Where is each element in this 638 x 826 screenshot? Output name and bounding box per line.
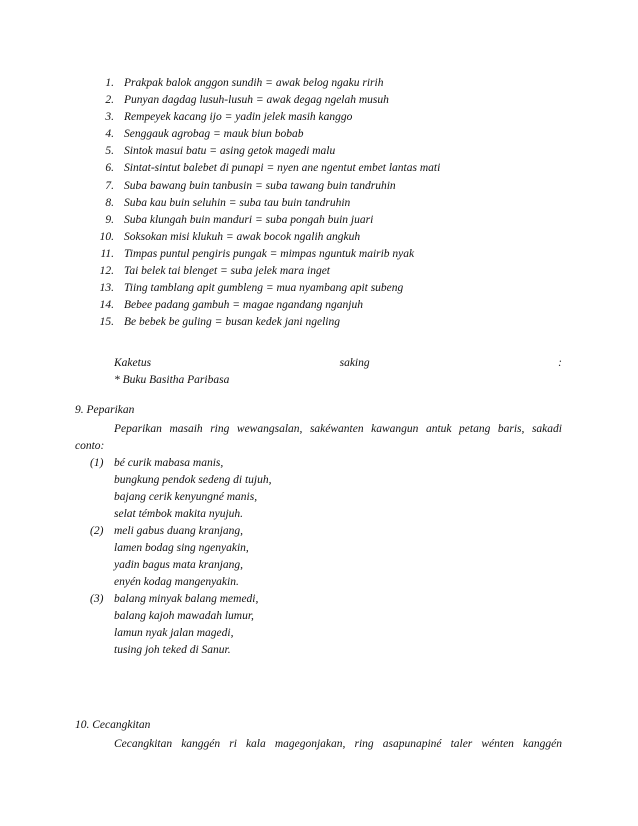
intro-word: asapunapiné bbox=[382, 738, 442, 750]
list-item-number: 10. bbox=[99, 230, 114, 243]
example-line-text: meli gabus duang kranjang, bbox=[114, 525, 244, 537]
intro-word: kala bbox=[245, 738, 266, 750]
example-line bbox=[90, 489, 271, 506]
intro-word: Peparikan bbox=[114, 423, 162, 435]
example-line bbox=[90, 591, 258, 608]
example-line-text: lamun nyak jalan magedi, bbox=[114, 627, 234, 639]
intro-word: ring bbox=[210, 423, 230, 435]
list-item-text: Soksokan misi klukuh = awak bocok ngalih angkuh bbox=[124, 230, 361, 243]
example-2 bbox=[90, 523, 249, 591]
list-item-text: Suba bawang buin tanbusin = suba tawang buin tandruhin bbox=[124, 179, 396, 192]
intro-word: sakadi bbox=[531, 423, 562, 435]
intro-word: kanggén bbox=[181, 738, 221, 750]
example-line-text: lamen bodag sing ngenyakin, bbox=[114, 542, 249, 554]
list-item-number: 2. bbox=[105, 94, 114, 107]
list-item-text: Suba kau buin seluhin = suba tau buin tandruhin bbox=[124, 196, 351, 209]
list-item-number: 12. bbox=[99, 265, 114, 278]
section-9-intro bbox=[114, 421, 562, 438]
list-item-number: 9. bbox=[105, 213, 114, 226]
section-10-heading: 10. Cecangkitan bbox=[75, 719, 151, 731]
intro-word: baris, bbox=[497, 423, 525, 435]
intro-word: taler bbox=[450, 738, 473, 750]
list-item-text: Punyan dagdag lusuh-lusuh = awak degag ngelah musuh bbox=[124, 94, 389, 107]
list-item-number: 4. bbox=[105, 128, 114, 141]
intro-word: petang bbox=[459, 423, 491, 435]
list-item bbox=[90, 126, 590, 143]
example-marker: (3) bbox=[90, 593, 104, 605]
list-item-number: 7. bbox=[105, 179, 114, 192]
list-item bbox=[90, 178, 590, 195]
example-line bbox=[90, 642, 258, 659]
source-word-saking: saking bbox=[339, 357, 370, 369]
list-item-text: Sintok masui batu = asing getok magedi malu bbox=[124, 145, 336, 158]
example-line-text: enyén kodag mangenyakin. bbox=[114, 576, 239, 588]
list-item bbox=[90, 246, 590, 263]
list-item bbox=[90, 263, 590, 280]
list-item bbox=[90, 143, 590, 160]
list-item-text: Bebee padang gambuh = magae ngandang nganjuh bbox=[124, 299, 364, 312]
example-line bbox=[90, 506, 271, 523]
list-item bbox=[90, 297, 590, 314]
list-item-number: 11. bbox=[100, 247, 114, 260]
intro-word: antuk bbox=[425, 423, 452, 435]
example-line-text: balang minyak balang memedi, bbox=[114, 593, 259, 605]
example-line bbox=[90, 472, 271, 489]
list-item bbox=[90, 280, 590, 297]
intro-word: wénten bbox=[481, 738, 514, 750]
example-line bbox=[90, 608, 258, 625]
list-item bbox=[90, 92, 590, 109]
list-item bbox=[90, 314, 590, 331]
example-line bbox=[90, 557, 249, 574]
intro-word: kawangun bbox=[371, 423, 419, 435]
list-item bbox=[90, 160, 590, 177]
example-line-text: tusing joh teked di Sanur. bbox=[114, 644, 231, 656]
example-line bbox=[90, 574, 249, 591]
list-item bbox=[90, 75, 590, 92]
list-item-number: 3. bbox=[105, 111, 114, 124]
list-item-number: 5. bbox=[105, 145, 114, 158]
example-line-text: bé curik mabasa manis, bbox=[114, 457, 224, 469]
list-item-text: Tai belek tai blenget = suba jelek mara inget bbox=[124, 265, 330, 278]
list-item bbox=[90, 195, 590, 212]
source-line bbox=[114, 355, 562, 372]
example-3 bbox=[90, 591, 258, 659]
example-line-text: balang kajoh mawadah lumur, bbox=[114, 610, 254, 622]
intro-word: magegonjakan, bbox=[274, 738, 346, 750]
intro-word: masaih bbox=[169, 423, 203, 435]
example-marker: (1) bbox=[90, 457, 104, 469]
example-line-text: yadin bagus mata kranjang, bbox=[114, 559, 244, 571]
list-item-text: Suba klungah buin manduri = suba pongah buin juari bbox=[124, 213, 374, 226]
source-colon: : bbox=[558, 357, 562, 369]
example-line-text: selat témbok makita nyujuh. bbox=[114, 508, 244, 520]
list-item-number: 8. bbox=[105, 196, 114, 209]
list-item-text: Tiing tamblang apit gumbleng = mua nyambang apit subeng bbox=[124, 282, 404, 295]
list-item-text: Sintat-sintut balebet di punapi = nyen ane ngentut embet lantas mati bbox=[124, 162, 441, 175]
example-marker: (2) bbox=[90, 525, 104, 537]
example-line bbox=[90, 540, 249, 557]
list-item bbox=[90, 212, 590, 229]
intro-word: sakéwanten bbox=[309, 423, 364, 435]
example-line-text: bajang cerik kenyungné manis, bbox=[114, 491, 258, 503]
section-9-intro-cont: conto: bbox=[75, 440, 105, 452]
list-item-text: Prakpak balok anggon sundih = awak belog ngaku ririh bbox=[124, 77, 384, 89]
intro-word: kanggén bbox=[523, 738, 562, 750]
intro-word: Cecangkitan bbox=[114, 738, 173, 750]
list-item-number: 14. bbox=[99, 299, 114, 312]
list-item-text: Be bebek be guling = busan kedek jani ngeling bbox=[124, 316, 340, 329]
list-item-text: Timpas puntul pengiris pungak = mimpas nguntuk mairib nyak bbox=[124, 247, 415, 260]
section-9-heading: 9. Peparikan bbox=[75, 404, 135, 416]
example-line bbox=[90, 455, 271, 472]
example-line bbox=[90, 625, 258, 642]
list-item-number: 15. bbox=[99, 316, 114, 329]
proverb-list bbox=[90, 75, 590, 331]
list-item-number: 6. bbox=[105, 162, 114, 175]
example-1 bbox=[90, 455, 271, 523]
list-item-number: 1. bbox=[105, 77, 114, 89]
section-10-intro bbox=[114, 736, 562, 753]
intro-word: ring bbox=[354, 738, 374, 750]
list-item bbox=[90, 109, 590, 126]
list-item-text: Rempeyek kacang ijo = yadin jelek masih kanggo bbox=[124, 111, 353, 124]
list-item-number: 13. bbox=[99, 282, 114, 295]
example-line-text: bungkung pendok sedeng di tujuh, bbox=[114, 474, 272, 486]
example-line bbox=[90, 523, 249, 540]
source-word-kaketus: Kaketus bbox=[114, 357, 152, 369]
list-item bbox=[90, 229, 590, 246]
intro-word: wewangsalan, bbox=[236, 423, 303, 435]
list-item-text: Senggauk agrobag = mauk biun bobab bbox=[124, 128, 304, 141]
intro-word: ri bbox=[229, 738, 237, 750]
source-book: * Buku Basitha Paribasa bbox=[114, 374, 230, 386]
